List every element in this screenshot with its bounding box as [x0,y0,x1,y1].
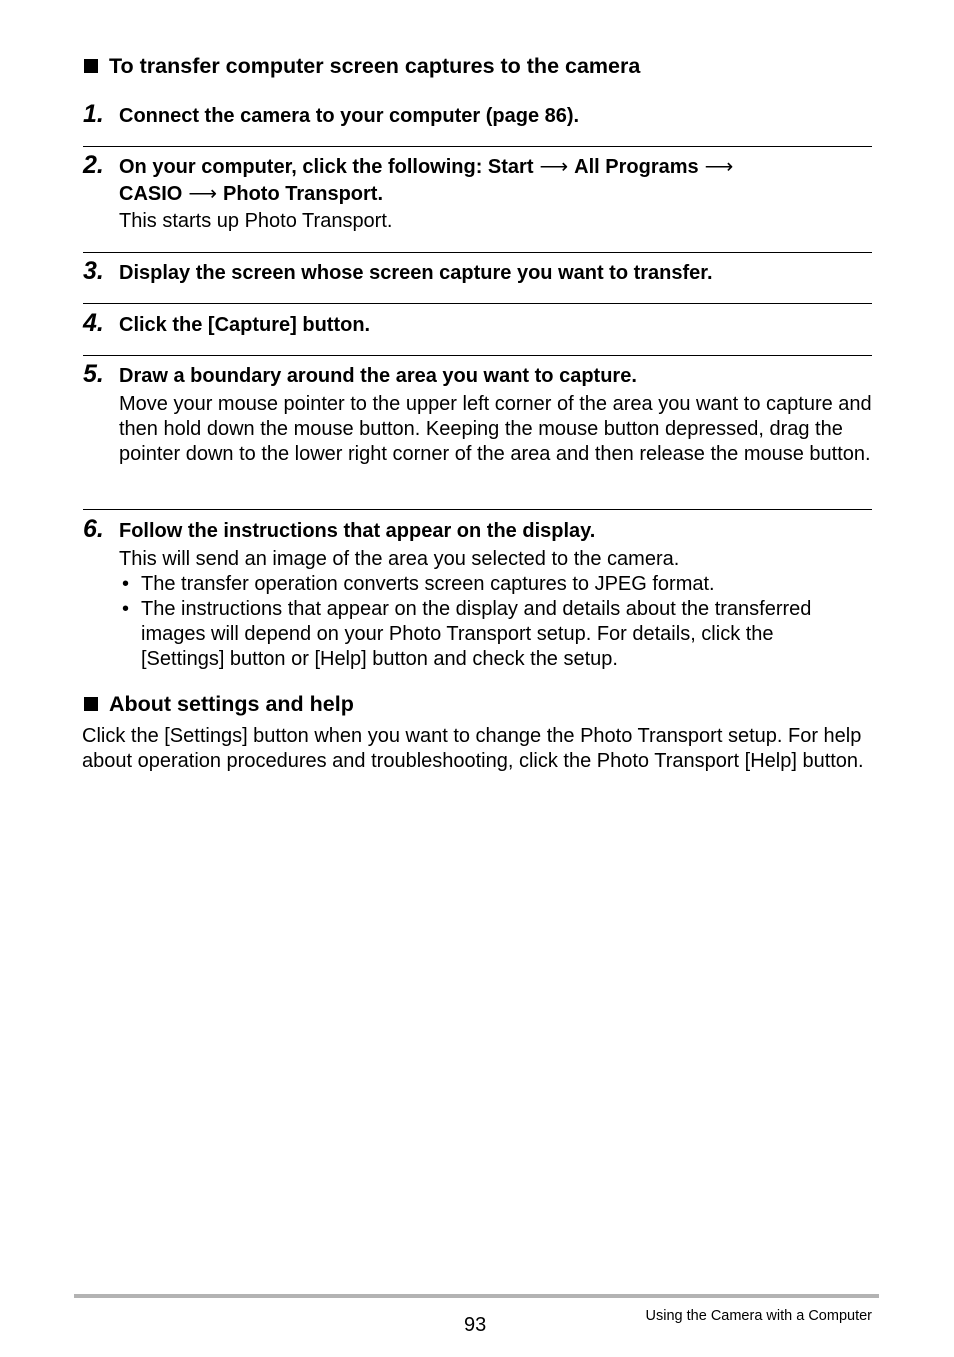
divider [83,509,872,510]
step-number: 5. [83,360,104,388]
step-number: 2. [83,151,104,179]
bullet-icon: • [122,598,130,620]
step-title-part: All Programs [574,156,699,178]
page-number: 93 [464,1314,487,1336]
step-number: 6. [83,515,104,543]
divider [83,252,872,253]
step-number: 4. [83,309,104,337]
square-bullet-icon [84,697,98,711]
step-title-part: CASIO [119,183,183,205]
step-title-line-1 [119,154,739,180]
bullet-text: The transfer operation converts screen captures to JPEG format. [141,573,715,595]
arrow-right-icon: ⟶ [539,156,569,178]
step-title: Display the screen whose screen capture you want to transfer. [119,262,713,284]
bullet-icon: • [122,573,130,595]
divider [83,146,872,147]
step-title: Follow the instructions that appear on the display. [119,520,596,542]
section-heading-transfer [84,54,640,79]
step-body: This will send an image of the area you selected to the camera. [119,548,680,570]
arrow-right-icon: ⟶ [188,183,218,205]
step-number: 3. [83,257,104,285]
divider [83,355,872,356]
arrow-right-icon: ⟶ [704,156,734,178]
step-number: 1. [83,100,104,128]
section-heading-text: About settings and help [109,692,354,716]
bullet-text: The instructions that appear on the display and details about the transferred images will depend on your Photo Transport setup. For details, click the [Settings] button or [Help] button and check the setup. [141,598,812,670]
footer-rule [74,1294,879,1298]
section-heading-settings-help [84,692,354,717]
square-bullet-icon [84,59,98,73]
step-title-part: Photo Transport. [223,183,384,205]
section-body: Click the [Settings] button when you want to change the Photo Transport setup. For help about operation procedures and troubleshooting, click the Photo Transport [Help] button. [82,725,864,772]
step-title-part: On your computer, click the following: Start [119,156,534,178]
step-title-line-2 [119,181,383,207]
divider [83,303,872,304]
step-body: This starts up Photo Transport. [119,210,393,232]
step-title: Connect the camera to your computer (page 86). [119,105,580,127]
step-title: Draw a boundary around the area you want to capture. [119,365,637,387]
chapter-title: Using the Camera with a Computer [645,1308,872,1324]
section-heading-text: To transfer computer screen captures to the camera [109,54,641,78]
step-body: Move your mouse pointer to the upper left corner of the area you want to capture and then hold down the mouse button. Keeping the mouse button depressed, drag the pointer down to the lower right corner of the area and then release the mouse button. [119,393,872,465]
step-title: Click the [Capture] button. [119,314,371,336]
